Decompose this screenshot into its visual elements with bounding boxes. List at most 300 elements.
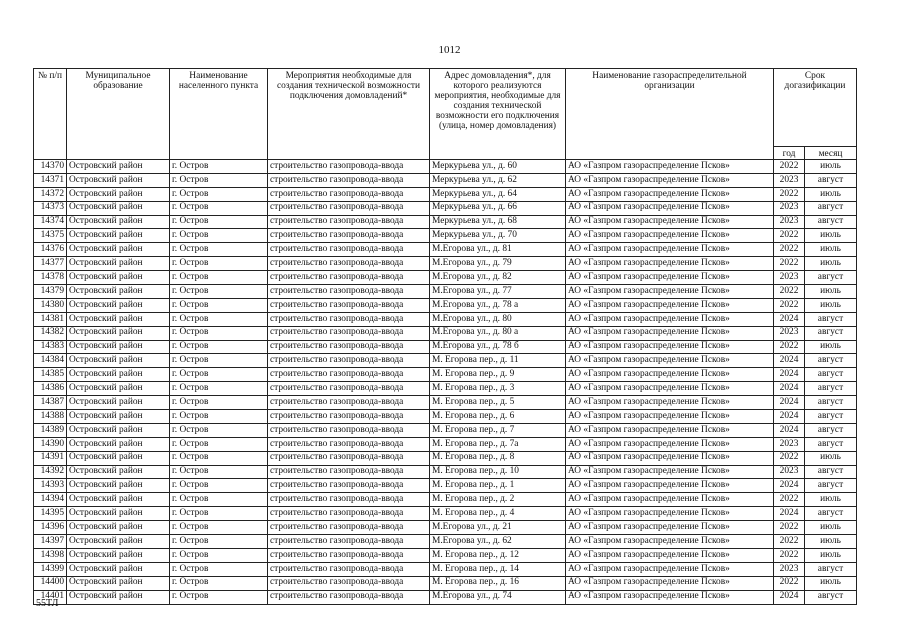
cell-address: Меркурьева ул., д. 66 bbox=[430, 201, 566, 215]
cell-address: Меркурьева ул., д. 70 bbox=[430, 229, 566, 243]
cell-num: 14400 bbox=[34, 576, 67, 590]
cell-organization: АО «Газпром газораспределение Псков» bbox=[566, 507, 774, 521]
cell-address: М.Егорова ул., д. 62 bbox=[430, 535, 566, 549]
cell-municipality: Островский район bbox=[67, 243, 170, 257]
cell-settlement: г. Остров bbox=[170, 451, 268, 465]
table-row bbox=[34, 451, 857, 465]
cell-municipality: Островский район bbox=[67, 479, 170, 493]
cell-num: 14382 bbox=[34, 326, 67, 340]
cell-num: 14386 bbox=[34, 382, 67, 396]
cell-year: 2022 bbox=[774, 451, 805, 465]
cell-municipality: Островский район bbox=[67, 493, 170, 507]
cell-organization: АО «Газпром газораспределение Псков» bbox=[566, 215, 774, 229]
cell-settlement: г. Остров bbox=[170, 257, 268, 271]
cell-month: июль bbox=[805, 229, 857, 243]
cell-address: М. Егорова пер., д. 9 bbox=[430, 368, 566, 382]
cell-measures: строительство газопровода-ввода bbox=[268, 368, 430, 382]
cell-address: М. Егорова пер., д. 7 bbox=[430, 423, 566, 437]
cell-measures: строительство газопровода-ввода bbox=[268, 590, 430, 604]
cell-settlement: г. Остров bbox=[170, 423, 268, 437]
cell-num: 14389 bbox=[34, 423, 67, 437]
cell-year: 2023 bbox=[774, 465, 805, 479]
cell-year: 2024 bbox=[774, 354, 805, 368]
cell-num: 14377 bbox=[34, 257, 67, 271]
table-row bbox=[34, 493, 857, 507]
cell-measures: строительство газопровода-ввода bbox=[268, 340, 430, 354]
cell-measures: строительство газопровода-ввода bbox=[268, 201, 430, 215]
table-row bbox=[34, 437, 857, 451]
cell-address: М. Егорова пер., д. 6 bbox=[430, 410, 566, 424]
cell-num: 14397 bbox=[34, 535, 67, 549]
cell-month: август bbox=[805, 507, 857, 521]
cell-address: М.Егорова ул., д. 81 bbox=[430, 243, 566, 257]
table-row bbox=[34, 465, 857, 479]
cell-measures: строительство газопровода-ввода bbox=[268, 410, 430, 424]
cell-month: июль bbox=[805, 576, 857, 590]
cell-address: М.Егорова ул., д. 78 б bbox=[430, 340, 566, 354]
cell-month: июль bbox=[805, 298, 857, 312]
cell-municipality: Островский район bbox=[67, 396, 170, 410]
table-header bbox=[34, 69, 857, 160]
cell-year: 2022 bbox=[774, 187, 805, 201]
table-row bbox=[34, 535, 857, 549]
header-year: год bbox=[774, 147, 805, 160]
gasification-table bbox=[33, 68, 857, 605]
cell-address: М.Егорова ул., д. 74 bbox=[430, 590, 566, 604]
table-row bbox=[34, 507, 857, 521]
cell-address: М. Егорова пер., д. 4 bbox=[430, 507, 566, 521]
cell-year: 2023 bbox=[774, 201, 805, 215]
cell-organization: АО «Газпром газораспределение Псков» bbox=[566, 229, 774, 243]
cell-num: 14378 bbox=[34, 271, 67, 285]
cell-year: 2022 bbox=[774, 493, 805, 507]
cell-num: 14376 bbox=[34, 243, 67, 257]
cell-num: 14380 bbox=[34, 298, 67, 312]
cell-organization: АО «Газпром газораспределение Псков» bbox=[566, 396, 774, 410]
cell-settlement: г. Остров bbox=[170, 562, 268, 576]
cell-organization: АО «Газпром газораспределение Псков» bbox=[566, 437, 774, 451]
cell-year: 2023 bbox=[774, 562, 805, 576]
cell-organization: АО «Газпром газораспределение Псков» bbox=[566, 410, 774, 424]
cell-settlement: г. Остров bbox=[170, 368, 268, 382]
cell-municipality: Островский район bbox=[67, 340, 170, 354]
cell-measures: строительство газопровода-ввода bbox=[268, 312, 430, 326]
cell-address: М. Егорова пер., д. 5 bbox=[430, 396, 566, 410]
cell-organization: АО «Газпром газораспределение Псков» bbox=[566, 382, 774, 396]
cell-municipality: Островский район bbox=[67, 535, 170, 549]
cell-month: август bbox=[805, 271, 857, 285]
cell-settlement: г. Остров bbox=[170, 326, 268, 340]
cell-month: июль bbox=[805, 257, 857, 271]
cell-settlement: г. Остров bbox=[170, 465, 268, 479]
cell-month: август bbox=[805, 173, 857, 187]
cell-settlement: г. Остров bbox=[170, 396, 268, 410]
cell-settlement: г. Остров bbox=[170, 229, 268, 243]
cell-municipality: Островский район bbox=[67, 201, 170, 215]
cell-measures: строительство газопровода-ввода bbox=[268, 437, 430, 451]
cell-settlement: г. Остров bbox=[170, 173, 268, 187]
cell-address: Меркурьева ул., д. 68 bbox=[430, 215, 566, 229]
cell-num: 14392 bbox=[34, 465, 67, 479]
cell-num: 14396 bbox=[34, 521, 67, 535]
cell-measures: строительство газопровода-ввода bbox=[268, 576, 430, 590]
cell-organization: АО «Газпром газораспределение Псков» bbox=[566, 312, 774, 326]
cell-municipality: Островский район bbox=[67, 215, 170, 229]
table-row bbox=[34, 257, 857, 271]
table-row bbox=[34, 479, 857, 493]
cell-municipality: Островский район bbox=[67, 521, 170, 535]
table-row bbox=[34, 590, 857, 604]
cell-year: 2024 bbox=[774, 368, 805, 382]
cell-settlement: г. Остров bbox=[170, 243, 268, 257]
cell-organization: АО «Газпром газораспределение Псков» bbox=[566, 576, 774, 590]
cell-year: 2022 bbox=[774, 340, 805, 354]
cell-month: июль bbox=[805, 493, 857, 507]
table-row bbox=[34, 173, 857, 187]
cell-address: М.Егорова ул., д. 80 а bbox=[430, 326, 566, 340]
table-row bbox=[34, 410, 857, 424]
cell-year: 2024 bbox=[774, 396, 805, 410]
table-row bbox=[34, 521, 857, 535]
table-row bbox=[34, 396, 857, 410]
cell-measures: строительство газопровода-ввода bbox=[268, 535, 430, 549]
cell-address: Меркурьева ул., д. 60 bbox=[430, 160, 566, 174]
cell-year: 2024 bbox=[774, 312, 805, 326]
cell-address: М. Егорова пер., д. 7а bbox=[430, 437, 566, 451]
cell-year: 2022 bbox=[774, 548, 805, 562]
cell-month: август bbox=[805, 410, 857, 424]
table-row bbox=[34, 326, 857, 340]
table-row bbox=[34, 354, 857, 368]
cell-measures: строительство газопровода-ввода bbox=[268, 382, 430, 396]
cell-settlement: г. Остров bbox=[170, 312, 268, 326]
cell-measures: строительство газопровода-ввода bbox=[268, 187, 430, 201]
cell-municipality: Островский район bbox=[67, 562, 170, 576]
cell-settlement: г. Остров bbox=[170, 187, 268, 201]
cell-measures: строительство газопровода-ввода bbox=[268, 423, 430, 437]
cell-settlement: г. Остров bbox=[170, 507, 268, 521]
cell-address: М. Егорова пер., д. 16 bbox=[430, 576, 566, 590]
cell-address: М. Егорова пер., д. 8 bbox=[430, 451, 566, 465]
cell-num: 14390 bbox=[34, 437, 67, 451]
cell-municipality: Островский район bbox=[67, 285, 170, 299]
cell-municipality: Островский район bbox=[67, 437, 170, 451]
cell-organization: АО «Газпром газораспределение Псков» bbox=[566, 423, 774, 437]
cell-month: июль bbox=[805, 535, 857, 549]
cell-organization: АО «Газпром газораспределение Псков» bbox=[566, 354, 774, 368]
cell-num: 14374 bbox=[34, 215, 67, 229]
cell-month: август bbox=[805, 215, 857, 229]
cell-settlement: г. Остров bbox=[170, 201, 268, 215]
cell-organization: АО «Газпром газораспределение Псков» bbox=[566, 271, 774, 285]
header-month: месяц bbox=[805, 147, 857, 160]
cell-measures: строительство газопровода-ввода bbox=[268, 354, 430, 368]
header-settlement: Наименование населенного пункта bbox=[170, 69, 268, 160]
cell-year: 2023 bbox=[774, 326, 805, 340]
cell-measures: строительство газопровода-ввода bbox=[268, 451, 430, 465]
cell-municipality: Островский район bbox=[67, 173, 170, 187]
cell-month: июль bbox=[805, 285, 857, 299]
table-row bbox=[34, 160, 857, 174]
cell-address: М. Егорова пер., д. 14 bbox=[430, 562, 566, 576]
cell-municipality: Островский район bbox=[67, 257, 170, 271]
cell-num: 14399 bbox=[34, 562, 67, 576]
cell-month: июль bbox=[805, 243, 857, 257]
cell-num: 14391 bbox=[34, 451, 67, 465]
cell-num: 14372 bbox=[34, 187, 67, 201]
cell-month: август bbox=[805, 326, 857, 340]
cell-settlement: г. Остров bbox=[170, 548, 268, 562]
table-row bbox=[34, 271, 857, 285]
cell-organization: АО «Газпром газораспределение Псков» bbox=[566, 465, 774, 479]
cell-municipality: Островский район bbox=[67, 507, 170, 521]
cell-organization: АО «Газпром газораспределение Псков» bbox=[566, 285, 774, 299]
cell-organization: АО «Газпром газораспределение Псков» bbox=[566, 368, 774, 382]
table-row bbox=[34, 382, 857, 396]
cell-month: август bbox=[805, 312, 857, 326]
table-row bbox=[34, 215, 857, 229]
cell-year: 2022 bbox=[774, 160, 805, 174]
cell-month: август bbox=[805, 479, 857, 493]
cell-num: 14370 bbox=[34, 160, 67, 174]
cell-num: 14398 bbox=[34, 548, 67, 562]
cell-num: 14393 bbox=[34, 479, 67, 493]
cell-municipality: Островский район bbox=[67, 229, 170, 243]
cell-measures: строительство газопровода-ввода bbox=[268, 285, 430, 299]
cell-municipality: Островский район bbox=[67, 354, 170, 368]
cell-settlement: г. Остров bbox=[170, 521, 268, 535]
cell-measures: строительство газопровода-ввода bbox=[268, 326, 430, 340]
cell-address: М.Егорова ул., д. 78 а bbox=[430, 298, 566, 312]
cell-year: 2024 bbox=[774, 590, 805, 604]
cell-year: 2023 bbox=[774, 215, 805, 229]
cell-settlement: г. Остров bbox=[170, 479, 268, 493]
cell-num: 14373 bbox=[34, 201, 67, 215]
cell-municipality: Островский район bbox=[67, 298, 170, 312]
cell-organization: АО «Газпром газораспределение Псков» bbox=[566, 187, 774, 201]
cell-address: М.Егорова ул., д. 82 bbox=[430, 271, 566, 285]
cell-organization: АО «Газпром газораспределение Псков» bbox=[566, 493, 774, 507]
cell-organization: АО «Газпром газораспределение Псков» bbox=[566, 548, 774, 562]
cell-num: 14375 bbox=[34, 229, 67, 243]
cell-settlement: г. Остров bbox=[170, 160, 268, 174]
cell-address: М. Егорова пер., д. 10 bbox=[430, 465, 566, 479]
cell-num: 14388 bbox=[34, 410, 67, 424]
cell-measures: строительство газопровода-ввода bbox=[268, 257, 430, 271]
header-measures: Мероприятия необходимые для создания технической возможности подключения домовладений* bbox=[268, 69, 430, 160]
cell-measures: строительство газопровода-ввода bbox=[268, 271, 430, 285]
cell-month: август bbox=[805, 354, 857, 368]
cell-settlement: г. Остров bbox=[170, 410, 268, 424]
cell-year: 2024 bbox=[774, 410, 805, 424]
cell-organization: АО «Газпром газораспределение Псков» bbox=[566, 173, 774, 187]
cell-measures: строительство газопровода-ввода bbox=[268, 507, 430, 521]
table-row bbox=[34, 423, 857, 437]
cell-settlement: г. Остров bbox=[170, 340, 268, 354]
cell-municipality: Островский район bbox=[67, 160, 170, 174]
cell-measures: строительство газопровода-ввода bbox=[268, 160, 430, 174]
cell-organization: АО «Газпром газораспределение Псков» bbox=[566, 326, 774, 340]
cell-measures: строительство газопровода-ввода bbox=[268, 243, 430, 257]
table-row bbox=[34, 298, 857, 312]
cell-month: август bbox=[805, 562, 857, 576]
cell-address: М. Егорова пер., д. 3 bbox=[430, 382, 566, 396]
cell-measures: строительство газопровода-ввода bbox=[268, 465, 430, 479]
cell-settlement: г. Остров bbox=[170, 437, 268, 451]
cell-measures: строительство газопровода-ввода bbox=[268, 521, 430, 535]
cell-year: 2024 bbox=[774, 382, 805, 396]
cell-municipality: Островский район bbox=[67, 548, 170, 562]
cell-num: 14384 bbox=[34, 354, 67, 368]
cell-organization: АО «Газпром газораспределение Псков» bbox=[566, 590, 774, 604]
cell-year: 2023 bbox=[774, 173, 805, 187]
cell-year: 2023 bbox=[774, 271, 805, 285]
cell-month: август bbox=[805, 423, 857, 437]
footer-code: 55ТЛ bbox=[36, 598, 59, 609]
cell-address: М.Егорова ул., д. 80 bbox=[430, 312, 566, 326]
cell-address: М.Егорова ул., д. 79 bbox=[430, 257, 566, 271]
cell-year: 2022 bbox=[774, 243, 805, 257]
cell-municipality: Островский район bbox=[67, 368, 170, 382]
cell-num: 14383 bbox=[34, 340, 67, 354]
cell-month: июль bbox=[805, 340, 857, 354]
cell-month: июль bbox=[805, 521, 857, 535]
cell-organization: АО «Газпром газораспределение Псков» bbox=[566, 562, 774, 576]
cell-municipality: Островский район bbox=[67, 326, 170, 340]
table-row bbox=[34, 368, 857, 382]
cell-organization: АО «Газпром газораспределение Псков» bbox=[566, 201, 774, 215]
cell-measures: строительство газопровода-ввода bbox=[268, 396, 430, 410]
cell-organization: АО «Газпром газораспределение Псков» bbox=[566, 521, 774, 535]
cell-year: 2022 bbox=[774, 535, 805, 549]
cell-address: М. Егорова пер., д. 2 bbox=[430, 493, 566, 507]
header-deadline: Срок догазификации bbox=[774, 69, 857, 147]
table-row bbox=[34, 187, 857, 201]
cell-address: М.Егорова ул., д. 77 bbox=[430, 285, 566, 299]
cell-month: июль bbox=[805, 160, 857, 174]
cell-month: июль bbox=[805, 548, 857, 562]
cell-municipality: Островский район bbox=[67, 271, 170, 285]
cell-measures: строительство газопровода-ввода bbox=[268, 562, 430, 576]
cell-measures: строительство газопровода-ввода bbox=[268, 493, 430, 507]
cell-year: 2022 bbox=[774, 576, 805, 590]
cell-organization: АО «Газпром газораспределение Псков» bbox=[566, 340, 774, 354]
cell-settlement: г. Остров bbox=[170, 590, 268, 604]
cell-measures: строительство газопровода-ввода bbox=[268, 173, 430, 187]
cell-settlement: г. Остров bbox=[170, 215, 268, 229]
cell-num: 14395 bbox=[34, 507, 67, 521]
cell-municipality: Островский район bbox=[67, 451, 170, 465]
cell-settlement: г. Остров bbox=[170, 271, 268, 285]
table-body bbox=[34, 160, 857, 605]
cell-organization: АО «Газпром газораспределение Псков» bbox=[566, 257, 774, 271]
table-row bbox=[34, 562, 857, 576]
table-row bbox=[34, 548, 857, 562]
cell-year: 2024 bbox=[774, 507, 805, 521]
table-row bbox=[34, 243, 857, 257]
cell-year: 2022 bbox=[774, 298, 805, 312]
cell-municipality: Островский район bbox=[67, 423, 170, 437]
cell-num: 14385 bbox=[34, 368, 67, 382]
table-row bbox=[34, 312, 857, 326]
cell-year: 2024 bbox=[774, 479, 805, 493]
cell-num: 14387 bbox=[34, 396, 67, 410]
cell-month: июль bbox=[805, 451, 857, 465]
cell-municipality: Островский район bbox=[67, 576, 170, 590]
cell-month: август bbox=[805, 201, 857, 215]
cell-organization: АО «Газпром газораспределение Псков» bbox=[566, 535, 774, 549]
table-row bbox=[34, 229, 857, 243]
cell-measures: строительство газопровода-ввода bbox=[268, 215, 430, 229]
table-row bbox=[34, 576, 857, 590]
cell-year: 2022 bbox=[774, 229, 805, 243]
cell-address: Меркурьева ул., д. 62 bbox=[430, 173, 566, 187]
cell-municipality: Островский район bbox=[67, 590, 170, 604]
cell-address: М.Егорова ул., д. 21 bbox=[430, 521, 566, 535]
cell-address: Меркурьева ул., д. 64 bbox=[430, 187, 566, 201]
cell-address: М. Егорова пер., д. 1 bbox=[430, 479, 566, 493]
cell-municipality: Островский район bbox=[67, 312, 170, 326]
cell-municipality: Островский район bbox=[67, 382, 170, 396]
header-organization: Наименование газораспределительной организации bbox=[566, 69, 774, 160]
cell-measures: строительство газопровода-ввода bbox=[268, 229, 430, 243]
cell-year: 2022 bbox=[774, 257, 805, 271]
cell-municipality: Островский район bbox=[67, 410, 170, 424]
cell-year: 2022 bbox=[774, 285, 805, 299]
cell-municipality: Островский район bbox=[67, 187, 170, 201]
header-municipality: Муниципальное образование bbox=[67, 69, 170, 160]
cell-address: М. Егорова пер., д. 11 bbox=[430, 354, 566, 368]
cell-month: август bbox=[805, 465, 857, 479]
table-row bbox=[34, 285, 857, 299]
cell-num: 14371 bbox=[34, 173, 67, 187]
cell-settlement: г. Остров bbox=[170, 493, 268, 507]
cell-organization: АО «Газпром газораспределение Псков» bbox=[566, 243, 774, 257]
cell-year: 2024 bbox=[774, 423, 805, 437]
cell-month: июль bbox=[805, 187, 857, 201]
cell-address: М. Егорова пер., д. 12 bbox=[430, 548, 566, 562]
cell-year: 2023 bbox=[774, 437, 805, 451]
cell-num: 14401 bbox=[34, 590, 67, 604]
cell-num: 14381 bbox=[34, 312, 67, 326]
cell-num: 14394 bbox=[34, 493, 67, 507]
cell-num: 14379 bbox=[34, 285, 67, 299]
cell-measures: строительство газопровода-ввода bbox=[268, 548, 430, 562]
cell-measures: строительство газопровода-ввода bbox=[268, 298, 430, 312]
page-number: 1012 bbox=[438, 44, 461, 56]
cell-month: август bbox=[805, 382, 857, 396]
table-row bbox=[34, 340, 857, 354]
cell-settlement: г. Остров bbox=[170, 576, 268, 590]
cell-organization: АО «Газпром газораспределение Псков» bbox=[566, 298, 774, 312]
cell-settlement: г. Остров bbox=[170, 535, 268, 549]
cell-year: 2022 bbox=[774, 521, 805, 535]
cell-municipality: Островский район bbox=[67, 465, 170, 479]
cell-month: август bbox=[805, 590, 857, 604]
cell-organization: АО «Газпром газораспределение Псков» bbox=[566, 160, 774, 174]
cell-settlement: г. Остров bbox=[170, 298, 268, 312]
cell-measures: строительство газопровода-ввода bbox=[268, 479, 430, 493]
header-num: № п/п bbox=[34, 69, 67, 160]
table-row bbox=[34, 201, 857, 215]
cell-settlement: г. Остров bbox=[170, 354, 268, 368]
header-address: Адрес домовладения*, для которого реализуются мероприятия, необходимые для создания технической возможности его подключения (улица, номер домовладения) bbox=[430, 69, 566, 160]
cell-month: август bbox=[805, 396, 857, 410]
cell-month: август bbox=[805, 437, 857, 451]
cell-month: август bbox=[805, 368, 857, 382]
cell-settlement: г. Остров bbox=[170, 382, 268, 396]
cell-organization: АО «Газпром газораспределение Псков» bbox=[566, 479, 774, 493]
